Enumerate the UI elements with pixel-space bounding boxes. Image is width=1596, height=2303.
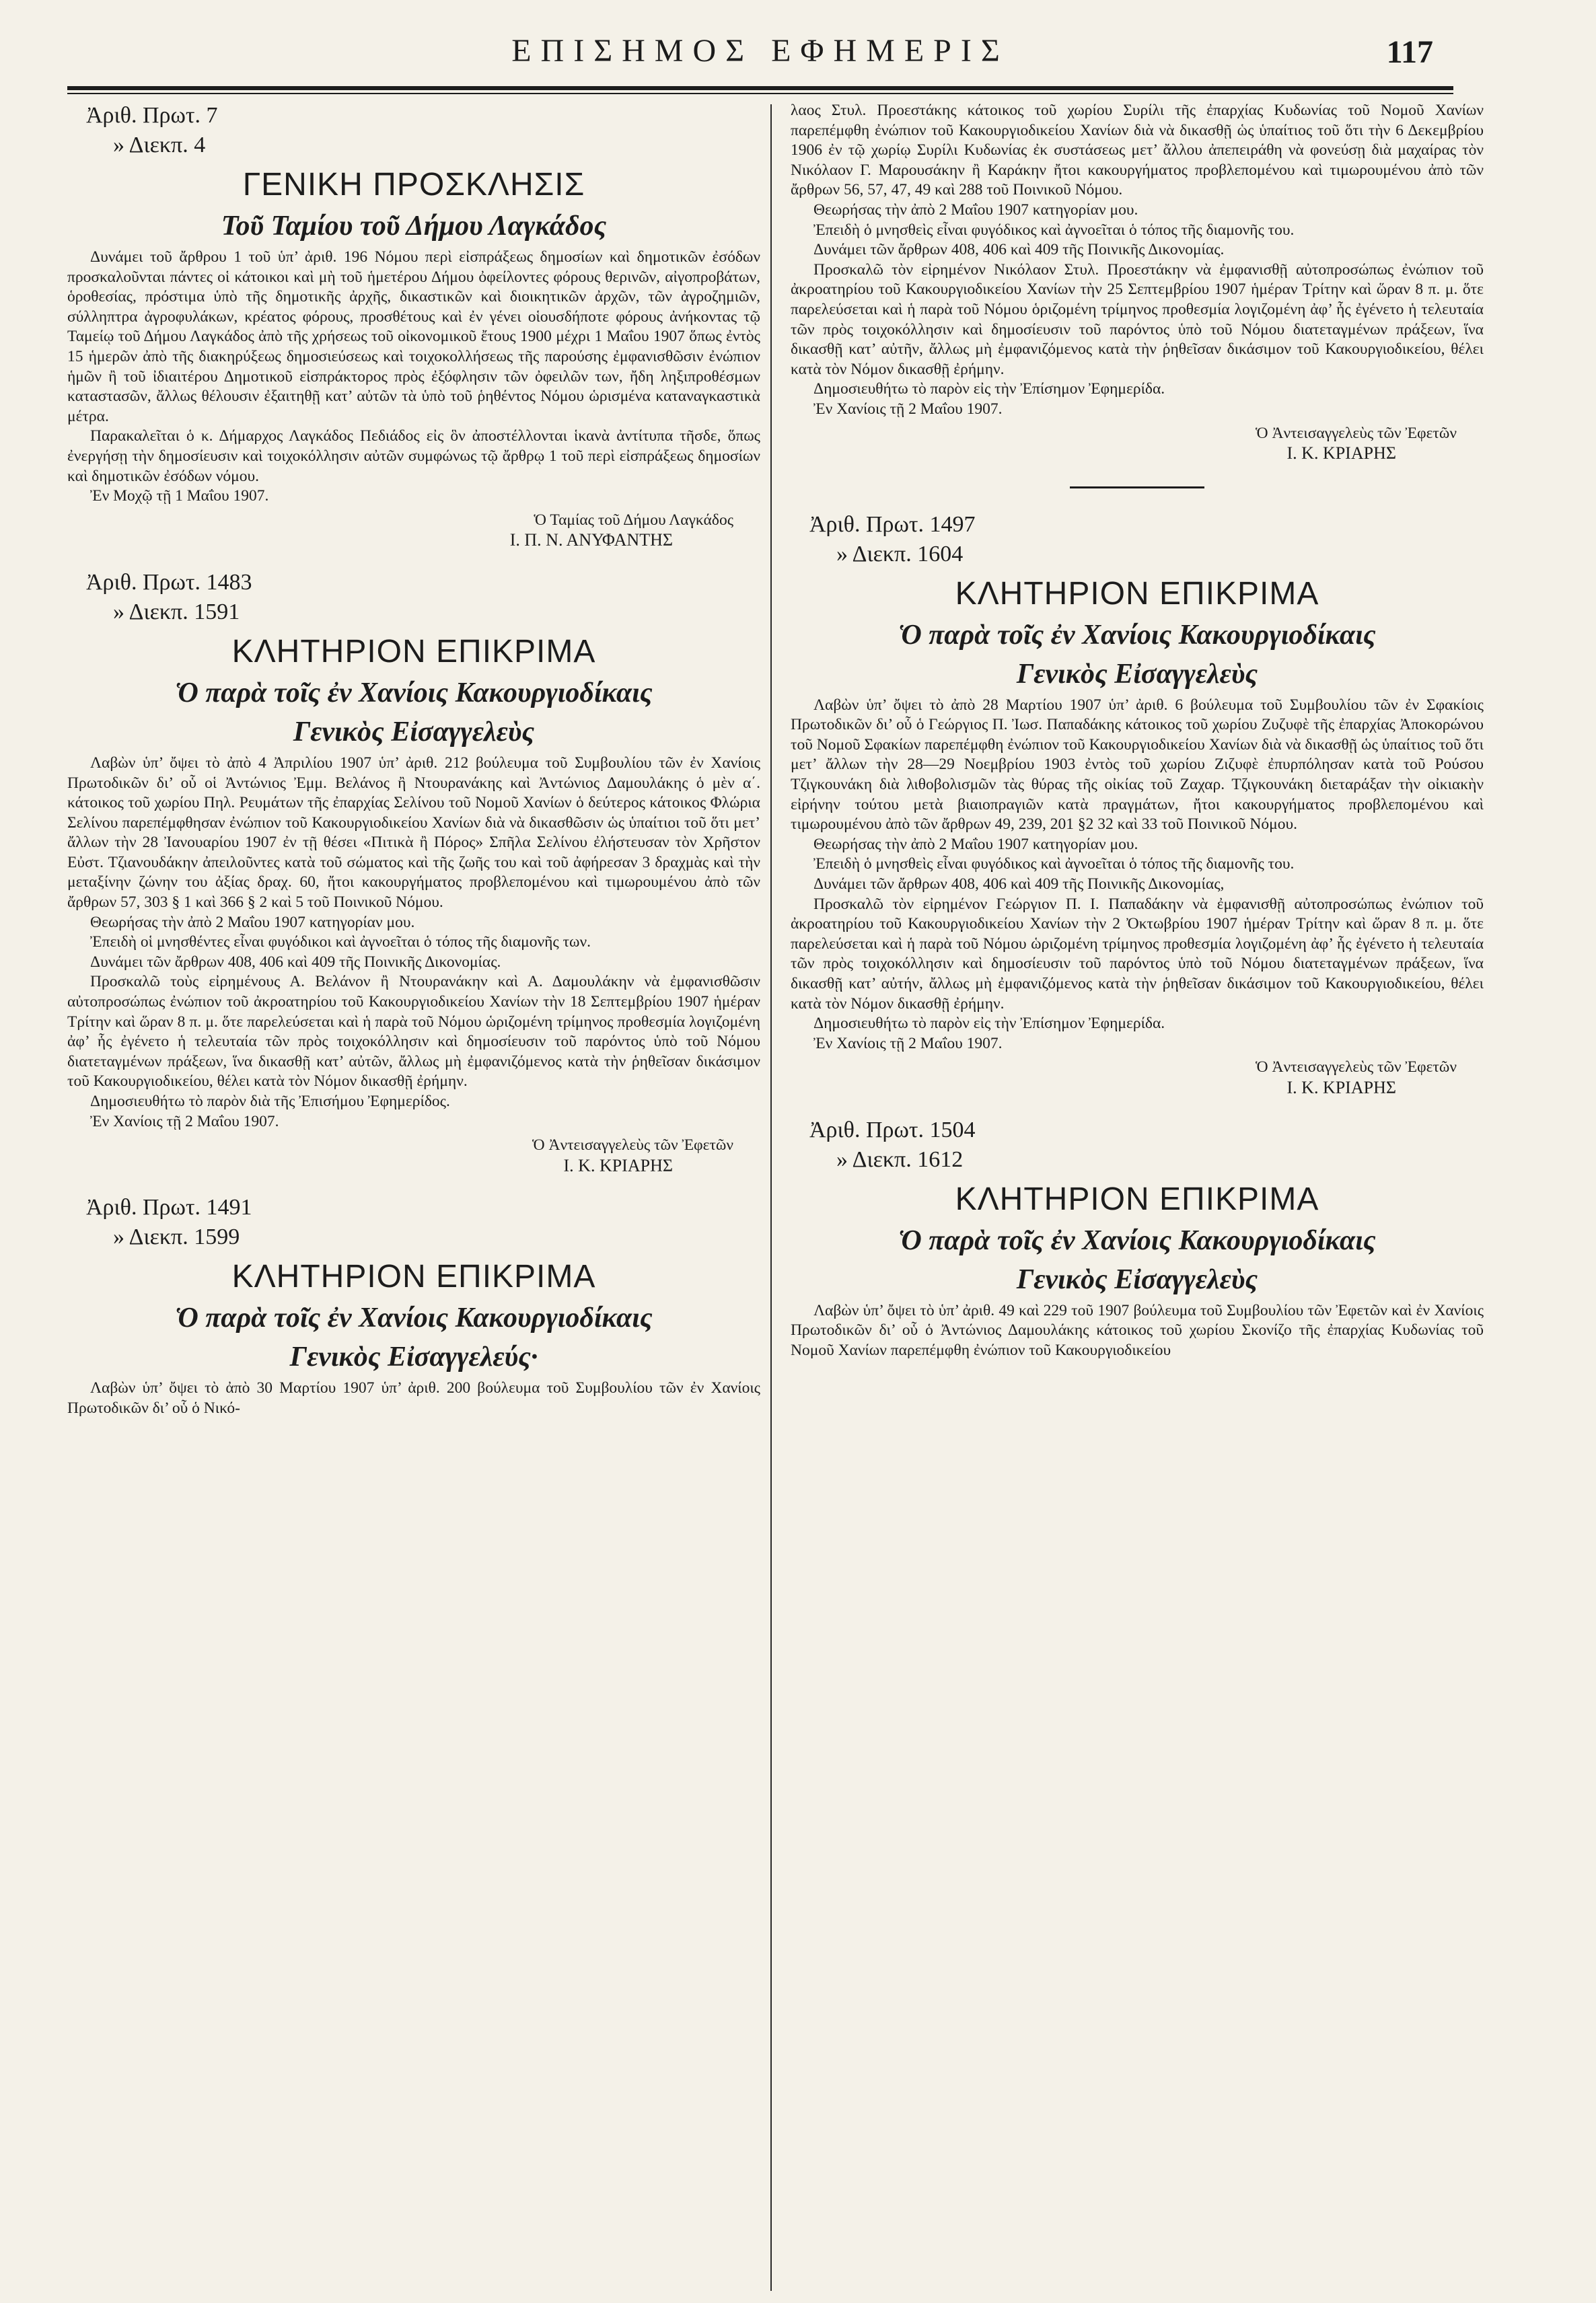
notice-body [67, 754, 760, 1132]
dispatch-number: » Διεκπ. 1612 [836, 1146, 964, 1172]
column-divider [770, 104, 772, 2291]
reference-numbers [86, 101, 760, 160]
notice-subheading: Γενικὸς Εἰσαγγελεὺς [1016, 1264, 1258, 1295]
dispatch-number: » Διεκπ. 1591 [113, 599, 240, 624]
notice-subheading: Ὁ παρὰ τοῖς ἐν Χανίοις Κακουργιοδίκαις [898, 619, 1376, 651]
notice-subheading: Γενικὸς Εἰσαγγελεύς· [289, 1342, 538, 1373]
notice-body [791, 1301, 1484, 1361]
paragraph: Θεωρήσας τὴν ἀπὸ 2 Μαΐου 1907 κατηγορίαν μου. [813, 200, 1138, 219]
signatory-name: Ι. Κ. ΚΡΙΑΡΗΣ [1286, 443, 1396, 464]
header-rule-thin [67, 93, 1453, 94]
signatory-title: Ὁ Ἀντεισαγγελεὺς τῶν Ἐφετῶν [532, 1136, 733, 1155]
paragraph: Ἐπειδὴ οἱ μνησθέντες εἶναι φυγόδικοι καὶ ἀγνοεῖται ὁ τόπος τῆς διαμονῆς των. [90, 933, 591, 951]
protocol-number: Ἀριθ. Πρωτ. 1483 [86, 569, 252, 595]
paragraph: Λαβὼν ὑπ’ ὄψει τὸ ὑπ’ ἀριθ. 49 καὶ 229 τοῦ 1907 βούλευμα τοῦ Συμβουλίου τῶν Ἐφετῶν καὶ ἐν Χανίοις Πρωτοδικῶν δι’ οὗ ὁ Ἀντώνιος Δαμουλάκης κάτοικος τοῦ χωρίου Σκονίζο τῆς ἐπαρχίας Κυδωνίας τοῦ Νομοῦ Χανίων παρεπέμφθη ἐνώπιον τοῦ Κακουργιοδικείου [791, 1301, 1484, 1359]
notice-subheading: Ὁ παρὰ τοῖς ἐν Χανίοις Κακουργιοδίκαις [175, 677, 653, 708]
paragraph: Λαβὼν ὑπ’ ὄψει τὸ ἀπὸ 4 Ἀπριλίου 1907 ὑπ’ ἀριθ. 212 βούλευμα τοῦ Συμβουλίου τῶν ἐν Χανίοις Πρωτοδικῶν δι’ οὗ οἱ Ἀντώνιος Ἐμμ. Βελάνος ἢ Ντουρανάκης καὶ Ἀντώνιος Δαμουλάκης ὁ μὲν α΄. κάτοικος τοῦ χωρίου Πηλ. Ρευμάτων τῆς ἐπαρχίας Σελίνου τοῦ Νομοῦ Χανίων ὁ δεύτερος κάτοικος Φλώρια Σελίνου παρεπέμφθησαν ἐνώπιον τοῦ Κακουργιοδικείου Χανίων διὰ νὰ δικασθῶσιν ὡς ὑπαίτιοι τοῦ ὅτι μετ’ ἄλλων τὴν 28 Ἰανουαρίου 1907 ἐν τῇ θέσει «Πιτικὰ ἢ Πόρος» Σπῆλα Σελίνου ἐλήστευσαν τὸν Χρῆστον Εὐστ. Τζιανουδάκην ἀπειλοῦντες κατὰ τοῦ σώματος καὶ τῆς ζωῆς του καὶ τοῦ ἀφήρεσαν 3 δραχμὰς καὶ τὴν μεταξίνην ζώνην του ἀξίας δραχ. 60, ἤτοι κακουργήματος προβλεπομένου καὶ τιμωρουμένου ἀπὸ τῶν ἄρθρων 57, 303 § 1 καὶ 366 § 2 καὶ 5 τοῦ Ποινικοῦ Νόμου. [67, 754, 760, 912]
reference-numbers [809, 1116, 1484, 1175]
paragraph: Λαβὼν ὑπ’ ὄψει τὸ ἀπὸ 30 Μαρτίου 1907 ὑπ’ ἀριθ. 200 βούλευμα τοῦ Συμβουλίου τῶν ἐν Χανίοις Πρωτοδικῶν δι’ οὗ ὁ Νικό- [67, 1379, 760, 1417]
reference-numbers [809, 510, 1484, 569]
protocol-number: Ἀριθ. Πρωτ. 1504 [809, 1117, 976, 1142]
page-header [67, 27, 1453, 94]
reference-numbers [86, 568, 760, 627]
paragraph: Προσκαλῶ τὸν εἰρημένον Γεώργιον Π. Ι. Παπαδάκην νὰ ἐμφανισθῇ αὐτοπροσώπως ἐνώπιον τοῦ ἀκροατηρίου τοῦ Κακουργιοδικείου Χανίων τὴν 2 Ὀκτωβρίου 1907 ἡμέραν Τρίτην καὶ ὥραν 8 π. μ. ὅτε παρελεύσεται καὶ ἡ παρὰ τοῦ Νόμου ὡριζομένη τρίμηνος προθεσμία λογιζομένη ἀφ’ ἧς ἐγένετο ἡ τελευταία τῶν πρὸς τοιχοκόλλησιν καὶ δημοσίευσιν τοῦ παρόντος ὑπὸ τοῦ Νόμου διατεταγμένων πράξεων, ἵνα δικασθῇ κατ’ αὐτήν, ἄλλως μὴ ἐμφανιζόμενος κατὰ τὴν ῥηθεῖσαν δικάσιμον τοῦ Κακουργιοδικείου, θέλει κατὰ τὸν Νόμον δικασθῇ ἐρήμην. [791, 895, 1484, 1013]
notice-subheading: Γενικὸς Εἰσαγγελεὺς [1016, 658, 1258, 690]
notice-summons-1483 [67, 568, 760, 1175]
dispatch-number: » Διεκπ. 4 [113, 133, 206, 157]
notice-general-invitation [67, 101, 760, 550]
protocol-number: Ἀριθ. Πρωτ. 1491 [86, 1195, 252, 1220]
notice-date: Ἐν Χανίοις τῇ 2 Μαΐου 1907. [90, 1112, 279, 1130]
masthead-title: ΕΠΙΣΗΜΟΣ ΕΦΗΜΕΡΙΣ [511, 33, 1009, 69]
notice-body [67, 1379, 760, 1418]
notice-summons-continued [791, 101, 1484, 488]
left-column [67, 101, 760, 1436]
notice-subheading: Γενικὸς Εἰσαγγελεὺς [293, 716, 535, 747]
paragraph: Προσκαλῶ τὸν εἰρημένον Νικόλαον Στυλ. Προεστάκην νὰ ἐμφανισθῇ αὐτοπροσώπως ἐνώπιον τοῦ ἀκροατηρίου τοῦ Κακουργιοδικείου Χανίων τὴν 25 Σεπτεμβρίου 1907 ἡμέραν Τρίτην καὶ ὥραν 8 π. μ. ὅτε παρελεύσεται καὶ ἡ παρὰ τοῦ Νόμου ὁριζομένη τρίμηνος προθεσμία λογιζομένη ἀφ’ ἧς ἐγένετο ἡ τελευταία τῶν πρὸς τοιχοκόλλησιν καὶ δημοσίευσιν τοῦ παρόντος ὑπὸ τοῦ Νόμου διατεταγμένων πράξεων, ἵνα δικασθῇ κατ’ αὐτῆν, ἄλλως μὴ ἐμφανιζόμενος κατὰ τὴν ῥηθεῖσαν δικάσιμον τοῦ Κακουργιοδικείου, θέλει κατὰ τὸν Νόμον δικασθῇ ἐρήμην. [791, 260, 1484, 378]
notice-subheading: Τοῦ Ταμίου τοῦ Δήμου Λαγκάδος [221, 211, 607, 242]
notice-body [791, 696, 1484, 1054]
paragraph: Δυνάμει τῶν ἄρθρων 408, 406 καὶ 409 τῆς Ποινικῆς Δικονομίας, [813, 875, 1225, 893]
notice-heading: ΚΛΗΤΗΡΙΟΝ ΕΠΙΚΡΙΜΑ [955, 575, 1319, 612]
page-number: 117 [1386, 34, 1433, 70]
header-rule [67, 86, 1453, 90]
paragraph: Προσκαλῶ τοὺς εἰρημένους Α. Βελάνον ἢ Ντουρανάκην καὶ Α. Δαμουλάκην νὰ ἐμφανισθῶσιν αὐτοπροσώπως ἐνώπιον τοῦ ἀκροατηρίου τοῦ Κακουργιοδικείου Χανίων τὴν 18 Σεπτεμβρίου 1907 ἡμέραν Τρίτην καὶ ὥραν 8 π. μ. ὅτε παρελεύσεται καὶ ἡ παρὰ τοῦ Νόμου ὡριζομένη τρίμηνος προθεσμία λογιζομένη ἀφ’ ἧς ἐγένετο ἡ τελευταία τῶν πρὸς τοιχοκόλλησιν καὶ δημοσίευσιν τοῦ παρόντος ὑπὸ τοῦ Νόμου διατεταγμένων πράξεων, ἵνα δικασθῇ κατ’ αὐτῶν, ἄλλως μὴ ἐμφανιζόμενος κατὰ τὴν ῥηθεῖσαν δικάσιμον τοῦ Κακουργιοδικείου, θέλει κατὰ τὸν Νόμον δικασθῇ ἐρήμην. [67, 973, 760, 1091]
signatory-title: Ὁ Ἀντεισαγγελεὺς τῶν Ἐφετῶν [1256, 1058, 1457, 1076]
paragraph: Θεωρήσας τὴν ἀπὸ 2 Μαΐου 1907 κατηγορίαν μου. [90, 913, 415, 931]
signatory-name: Ι. Κ. ΚΡΙΑΡΗΣ [1286, 1077, 1396, 1097]
paragraph: Δυνάμει τῶν ἄρθρων 408, 406 καὶ 409 τῆς Ποινικῆς Δικονομίας. [90, 953, 501, 971]
notice-heading: ΚΛΗΤΗΡΙΟΝ ΕΠΙΚΡΙΜΑ [231, 1259, 596, 1295]
signatory-name: Ι. Π. Ν. ΑΝΥΦΑΝΤΗΣ [509, 530, 673, 550]
notice-date: Ἐν Μοχῷ τῇ 1 Μαΐου 1907. [90, 487, 269, 505]
dispatch-number: » Διεκπ. 1604 [836, 541, 964, 566]
notice-date: Ἐν Χανίοις τῇ 2 Μαΐου 1907. [813, 400, 1003, 418]
paragraph: Δυνάμει τοῦ ἄρθρου 1 τοῦ ὑπ’ ἀριθ. 196 Νόμου περὶ εἰσπράξεως δημοσίων καὶ δημοτικῶν ἐσόδων προσκαλοῦνται πάντες οἱ κάτοικοι καὶ μὴ τοῦ ἡμετέρου Δήμου ὀφείλοντες φόρους θερινῶν, αἰγοπροβάτων, ὁροθεσίας, πρόστιμα ὑπὸ τῆς δημοτικῆς ἀρχῆς, δικαστικῶν καὶ διοικητικῶν ἀρχῶν, τῶν ἀγροζημιῶν, σύλληπτρα ἀγροφυλάκων, κρέατος φόρους, προσθέτους καὶ ἐν γένει οἱουσδήποτε φόρους ἀνήκοντας τῷ Ταμείῳ τοῦ Δήμου Λαγκάδος ἀπὸ τῆς χρήσεως τοῦ οἰκονομικοῦ ἔτους 1900 μέχρι 1 Μαΐου 1907 ὅπως ἐντὸς 15 ἡμερῶν ἀπὸ τῆς διακηρύξεως δημοσιεύσεως καὶ τοιχοκολλήσεως τῆς παρούσης ἐμφανισθῶσιν ἐνώπιον ἡμῶν ἢ τοῦ ἰδιαιτέρου Δημοτικοῦ εἰσπράκτορος πρὸς ἐξόφλησιν τῶν ὀφειλῶν των, ἤδη ληξιπροθέσμων καταστασῶν, ἄλλως θέλουσιν ἐξαιτηθῇ κατ’ αὐτῶν τὰ ὑπὸ τοῦ ῥηθέντος Νόμου ὡρισμένα καταναγκαστικὰ μέτρα. [67, 248, 760, 425]
paragraph: Δημοσιευθήτω τὸ παρὸν εἰς τὴν Ἐπίσημον Ἐφημερίδα. [813, 1015, 1165, 1033]
notice-summons-1497 [791, 510, 1484, 1098]
signatory-name: Ι. Κ. ΚΡΙΑΡΗΣ [563, 1155, 673, 1175]
paragraph: Παρακαλεῖται ὁ κ. Δήμαρχος Λαγκάδος Πεδιάδος εἰς ὃν ἀποστέλλονται ἱκανὰ ἀντίτυπα τῆσδε, ὅπως ἐνεργήσῃ τὴν δημοσίευσιν καὶ τοιχοκόλλησιν αὐτῶν συμφώνως τῷ ἄρθρῳ 1 τοῦ περὶ εἰσπράξεως δημοσίων καὶ δημοτικῶν ἐσόδων νόμου. [67, 427, 760, 485]
notice-body [67, 248, 760, 507]
section-divider [1070, 486, 1204, 488]
paragraph: Δυνάμει τῶν ἄρθρων 408, 406 καὶ 409 τῆς Ποινικῆς Δικονομίας. [813, 241, 1225, 259]
paragraph: λαος Στυλ. Προεστάκης κάτοικος τοῦ χωρίου Συρίλι τῆς ἐπαρχίας Κυδωνίας τοῦ Νομοῦ Χανίων παρεπέμφθη ἐνώπιον τοῦ Κακουργιοδικείου Χανίων διὰ νὰ δικασθῇ ὡς ὑπαίτιος τοῦ ὅτι τὴν 6 Δεκεμβρίου 1906 ἐν τῷ χωρίῳ Συρίλι Κυδωνίας ἐκ συστάσεως μετ’ ἄλλου ἀπεπειράθη νὰ φονεύσῃ διὰ μαχαίρας τὸν Νικόλαον Γ. Μαρουσάκην ἢ Καράκην ἤτοι κακουργήματος προβλεπομένου καὶ τιμωρουμένου ἀπὸ τῶν ἄρθρων 56, 57, 47, 49 καὶ 288 τοῦ Ποινικοῦ Νόμου. [791, 102, 1484, 199]
notice-heading: ΚΛΗΤΗΡΙΟΝ ΕΠΙΚΡΙΜΑ [231, 633, 596, 669]
dispatch-number: » Διεκπ. 1599 [113, 1224, 240, 1250]
reference-numbers [86, 1193, 760, 1252]
protocol-number: Ἀριθ. Πρωτ. 7 [86, 103, 218, 128]
right-column [791, 101, 1484, 1378]
paragraph: Δημοσιευθήτω τὸ παρὸν εἰς τὴν Ἐπίσημον Ἐφημερίδα. [813, 380, 1165, 398]
notice-summons-1504 [791, 1116, 1484, 1361]
paragraph: Ἐπειδὴ ὁ μνησθεὶς εἶναι φυγόδικος καὶ ἀγνοεῖται ὁ τόπος τῆς διαμονῆς του. [813, 221, 1295, 239]
notice-subheading: Ὁ παρὰ τοῖς ἐν Χανίοις Κακουργιοδίκαις [175, 1303, 653, 1334]
paragraph: Δημοσιευθήτω τὸ παρὸν διὰ τῆς Ἐπισήμου Ἐφημερίδος. [90, 1093, 450, 1110]
notice-heading: ΓΕΝΙΚΗ ΠΡΟΣΚΛΗΣΙΣ [242, 167, 585, 203]
notice-subheading: Ὁ παρὰ τοῖς ἐν Χανίοις Κακουργιοδίκαις [898, 1224, 1376, 1256]
paragraph: Θεωρήσας τὴν ἀπὸ 2 Μαΐου 1907 κατηγορίαν μου. [813, 835, 1138, 853]
notice-heading: ΚΛΗΤΗΡΙΟΝ ΕΠΙΚΡΙΜΑ [955, 1181, 1319, 1217]
paragraph: Ἐπειδὴ ὁ μνησθεὶς εἶναι φυγόδικος καὶ ἀγνοεῖται ὁ τόπος τῆς διαμονῆς του. [813, 855, 1295, 873]
paragraph: Λαβὼν ὑπ’ ὄψει τὸ ἀπὸ 28 Μαρτίου 1907 ὑπ’ ἀριθ. 6 βούλευμα τοῦ Συμβουλίου τῶν ἐν Σφακίοις Πρωτοδικῶν δι’ οὗ ὁ Γεώργιος Π. Ἰωσ. Παπαδάκης κάτοικος τοῦ χωρίου Ζυζυφὲ τῆς ἐπαρχίας Ἀποκορώνου τοῦ Νομοῦ Σφακίων παρεπέμφθη ἐνώπιον τοῦ Κακουργιοδικείου Χανίων διὰ νὰ δικασθῇ ὡς ὑπαίτιος τοῦ ὅτι μετ’ ἄλλων τὴν 28—29 Νοεμβρίου 1903 ἐντὸς τοῦ χωρίου Ζιζυφὲ ἐπυρπόλησαν κατὰ τοῦ Ρούσου Τζιγκουνάκη διὰ λιθοβολισμῶν τὰς θύρας τῆς οἰκίας τοῦ Ζαχαρ. Τζιγκουνάκη διεταράξαν τὴν οἰκιακὴν εἰρήνην τούτου μετὰ βιαιοπραγιῶν κατὰ πραγμάτων, ἤτοι κακουργήματος προβλεπομένου καὶ τιμωρουμένου ἀπὸ τῶν ἄρθρων 49, 239, 201 §2 32 καὶ 33 τοῦ Ποινικοῦ Νόμου. [791, 696, 1484, 834]
signatory-title: Ὁ Ἀντεισαγγελεὺς τῶν Ἐφετῶν [1256, 424, 1457, 442]
notice-date: Ἐν Χανίοις τῇ 2 Μαΐου 1907. [813, 1034, 1003, 1052]
notice-body [791, 101, 1484, 420]
signatory-title: Ὁ Ταμίας τοῦ Δήμου Λαγκάδος [534, 511, 733, 529]
protocol-number: Ἀριθ. Πρωτ. 1497 [809, 511, 976, 537]
notice-summons-1491 [67, 1193, 760, 1418]
